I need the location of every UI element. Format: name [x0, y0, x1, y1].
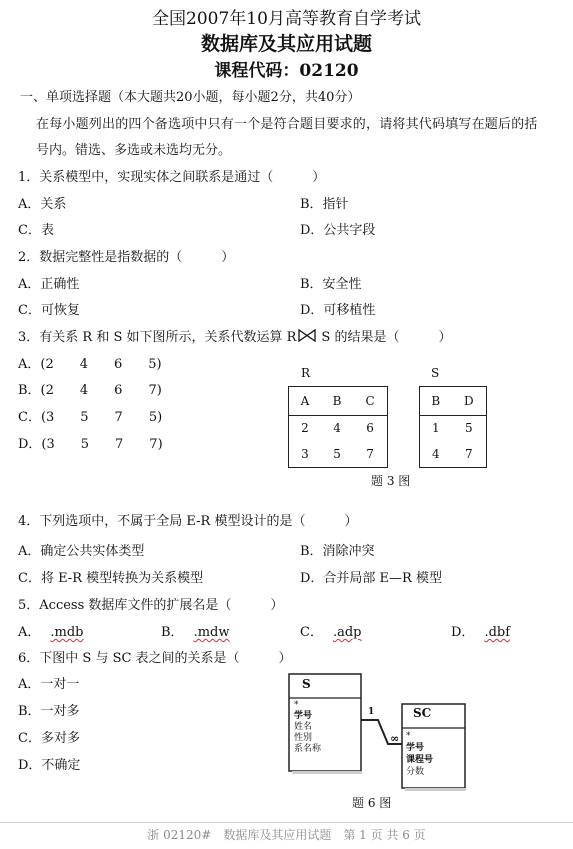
q5-option-a-letter: A．: [18, 625, 41, 640]
q4-option-d: D．合并局部 E—R 模型: [300, 571, 442, 586]
q6-option-b: B．一对多: [18, 704, 80, 719]
section-heading: 一、单项选择题（本大题共20小题，每小题2分，共40分）: [20, 90, 361, 105]
figure-6-caption: 题 6 图: [352, 796, 392, 810]
table-s-field: 性别: [294, 733, 313, 743]
q5-option-b: [161, 621, 229, 640]
q2-option-c: C．可恢复: [18, 303, 80, 318]
q5-option-c: [300, 621, 361, 640]
q5-option-c-value: .adp: [332, 625, 362, 640]
q5-option-c-letter: C．: [300, 625, 323, 640]
q5-option-b-letter: B．: [161, 625, 184, 640]
r-cell: 2: [301, 421, 309, 436]
r-cell: 5: [333, 447, 341, 461]
question-3-stem-start: 3．有关系 R 和 S 如下图所示，关系代数运算 R: [18, 330, 297, 345]
relation-s-name: S: [431, 366, 440, 380]
question-3-stem-end: S 的结果是（ ）: [321, 330, 452, 345]
r-cell: 3: [301, 447, 309, 461]
q5-option-d-letter: D．: [451, 625, 475, 640]
q2-option-b: B．安全性: [300, 277, 362, 292]
question-1-stem: 1．关系模型中，实现实体之间联系是通过（ ）: [18, 170, 326, 185]
q4-option-b: B．消除冲突: [300, 544, 375, 559]
s-cell: 5: [464, 421, 473, 436]
r-cell: 7: [366, 447, 374, 461]
q3-option-c: C．(3 5 7 5): [18, 410, 163, 425]
q3-option-d: D．(3 5 7 7): [18, 437, 163, 452]
question-6-stem: 6．下图中 S 与 SC 表之间的关系是（ ）: [18, 651, 292, 666]
instruction-line-1: 在每小题列出的四个备选项中只有一个是符合题目要求的，请将其代码填写在题后的括: [36, 117, 538, 132]
question-5-stem: 5．Access 数据库文件的扩展名是（ ）: [18, 598, 284, 613]
question-2-stem: 2．数据完整性是指数据的（ ）: [18, 250, 235, 265]
paper-title: 数据库及其应用试题: [200, 33, 372, 55]
table-sc-title: SC: [413, 706, 432, 720]
table-s-field: 学号: [294, 711, 313, 721]
question-4-stem: 4．下列选项中，不属于全局 E-R 模型设计的是（ ）: [18, 514, 358, 529]
q5-option-a-value: .mdb: [50, 625, 84, 640]
q6-option-a: A．一对一: [18, 677, 80, 692]
q5-option-b-value: .mdw: [193, 625, 230, 640]
relationship-one-label: 1: [368, 707, 375, 717]
q6-option-c: C．多对多: [18, 731, 80, 746]
q2-option-d: D．可移植性: [300, 303, 376, 318]
s-cell: 7: [464, 447, 473, 461]
q1-option-a: A．关系: [18, 197, 67, 212]
s-cell: 4: [431, 447, 440, 461]
relation-r-table: [288, 386, 388, 468]
relation-s-table: [419, 386, 487, 468]
s-header-d: D: [463, 393, 474, 408]
table-s-field: 姓名: [294, 722, 313, 732]
q1-option-b: B．指针: [300, 197, 349, 212]
q2-option-a: A．正确性: [18, 277, 80, 292]
table-sc-shadow: [405, 788, 466, 791]
page-footer: 浙 02120# 数据库及其应用试题 第 1 页 共 6 页: [147, 828, 426, 842]
r-header-a: A: [300, 393, 310, 408]
footer-divider: [0, 822, 573, 823]
q3-option-a: A．(2 4 6 5): [18, 357, 162, 372]
table-sc-field: 学号: [406, 743, 425, 753]
question-3-stem: [18, 326, 451, 345]
q1-option-d: D．公共字段: [300, 223, 376, 238]
q1-option-c: C．表: [18, 223, 54, 238]
table-s-field: 系名称: [294, 744, 322, 754]
relationship-many-label: ∞: [390, 732, 400, 745]
relation-r-name: R: [301, 366, 311, 380]
table-s-fields: [294, 700, 321, 755]
table-s-field: *: [294, 700, 299, 710]
q6-option-d: D．不确定: [18, 758, 81, 773]
figure-3-caption: 题 3 图: [371, 474, 411, 488]
s-header-b: B: [431, 393, 441, 408]
q4-option-a: A．确定公共实体类型: [18, 544, 145, 559]
exam-title: 全国2007年10月高等教育自学考试: [152, 9, 421, 29]
r-header-c: C: [365, 393, 375, 408]
q4-option-c: C．将 E-R 模型转换为关系模型: [18, 571, 204, 586]
table-s-shadow: [292, 771, 362, 774]
table-sc-fields: [406, 730, 433, 778]
course-code: 课程代码：02120: [214, 61, 359, 81]
instruction-line-2: 号内。错选、多选或未选均无分。: [36, 143, 232, 158]
r-cell: 6: [366, 421, 374, 436]
q5-option-d: [451, 621, 510, 640]
q5-option-a: [18, 621, 84, 640]
table-sc-field: 课程号: [406, 755, 434, 765]
q5-option-d-value: .dbf: [484, 625, 511, 640]
natural-join-icon: [297, 329, 317, 342]
table-sc-field: *: [406, 731, 411, 741]
s-cell: 1: [431, 421, 440, 436]
table-s-title: S: [302, 677, 311, 691]
r-cell: 4: [333, 421, 341, 436]
r-header-b: B: [332, 393, 342, 408]
q3-option-b: B．(2 4 6 7): [18, 383, 162, 398]
table-sc-field: 分数: [406, 767, 425, 777]
